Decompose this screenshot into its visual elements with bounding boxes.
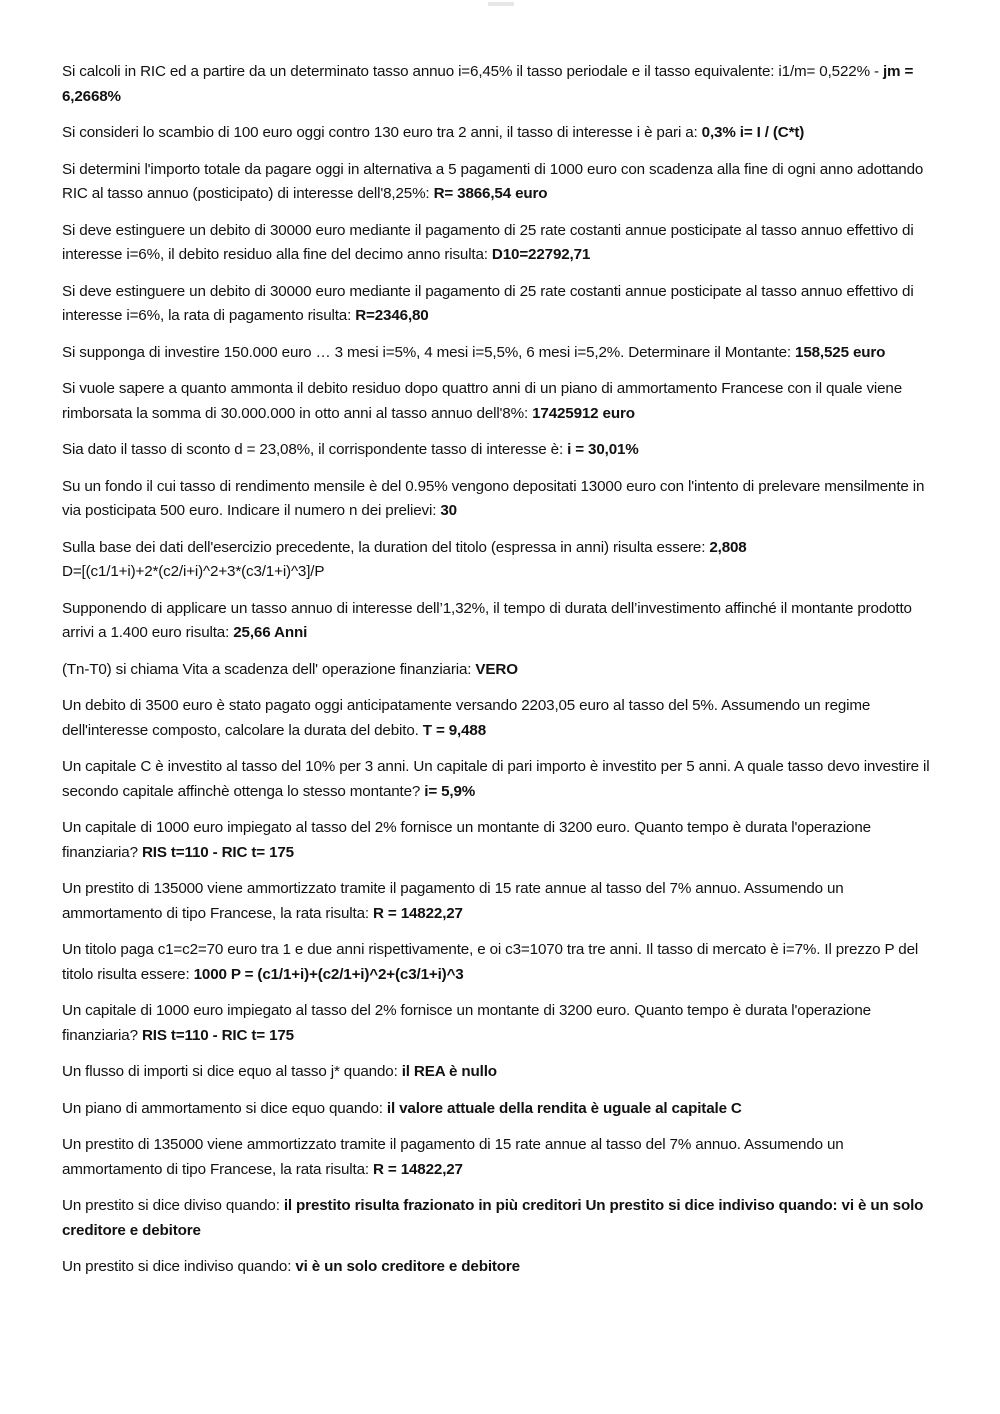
question-text: Si consideri lo scambio di 100 euro oggi contro 130 euro tra 2 anni, il tasso di interesse i è pari a: [62, 124, 702, 141]
answer-text: i = 30,01% [567, 441, 639, 458]
answer-text: 0,3% i= I / (C*t) [701, 124, 805, 141]
qa-item [62, 597, 942, 646]
question-text: Si deve estinguere un debito di 30000 euro mediante il pagamento di 25 rate costanti annue posticipate al tasso annuo effettivo di interesse i=6%, il debito residuo alla fine del decimo anno risulta: [62, 221, 914, 263]
question-text: Un prestito di 135000 viene ammortizzato tramite il pagamento di 15 rate annue al tasso del 7% annuo. Assumendo un ammortamento di tipo Francese, la rata risulta: [62, 1136, 844, 1178]
answer-text: 25,66 Anni [233, 624, 308, 641]
answer-text: R = 14822,27 [373, 1160, 463, 1178]
qa-item [62, 60, 942, 109]
document-page [62, 60, 942, 1292]
answer-text: VERO [475, 660, 518, 678]
qa-item [62, 475, 942, 524]
question-text: Un prestito si dice indiviso quando: [62, 1258, 296, 1275]
answer-text: il REA è nullo [401, 1063, 497, 1080]
question-text: Un piano di ammortamento si dice equo quando: [62, 1099, 387, 1117]
answer-text: R = 14822,27 [373, 904, 463, 922]
question-text: (Tn-T0) si chiama Vita a scadenza dell' operazione finanziaria: [62, 660, 476, 678]
answer-text: R=2346,80 [355, 307, 429, 324]
question-text: Si supponga di investire 150.000 euro … 3 mesi i=5%, 4 mesi i=5,5%, 6 mesi i=5,2%. Determinare il Montante: [62, 343, 796, 361]
qa-item [62, 1133, 942, 1182]
question-text: Sia dato il tasso di sconto d = 23,08%, il corrispondente tasso di interesse è: [62, 441, 568, 458]
answer-text: 17425912 euro [532, 404, 635, 422]
question-text: Un prestito si dice diviso quando: [62, 1197, 284, 1214]
question-text: Un capitale di 1000 euro impiegato al tasso del 2% fornisce un montante di 3200 euro. Quanto tempo è durata l'operazione finanziaria? [62, 819, 871, 861]
answer-text: vi è un solo creditore e debitore [295, 1258, 520, 1275]
question-text: Un flusso di importi si dice equo al tasso j* quando: [62, 1063, 402, 1080]
qa-item [62, 121, 942, 146]
qa-item [62, 877, 942, 926]
header-mark [488, 2, 514, 6]
qa-item [62, 1097, 942, 1122]
answer-text: R= 3866,54 euro [433, 185, 548, 202]
qa-item [62, 1255, 942, 1280]
qa-item [62, 658, 942, 683]
qa-item [62, 1194, 942, 1243]
question-text: Supponendo di applicare un tasso annuo di interesse dell’1,32%, il tempo di durata dell’investimento affinché il montante prodotto arrivi a 1.400 euro risulta: [62, 599, 912, 641]
question-text: Si determini l'importo totale da pagare oggi in alternativa a 5 pagamenti di 1000 euro con scadenza alla fine di ogni anno adottando RIC al tasso annuo (posticipato) di interesse dell'8,25%: [62, 160, 924, 202]
qa-item [62, 816, 942, 865]
answer-text: 30 [440, 502, 457, 519]
answer-text: 158,525 euro [795, 343, 886, 361]
question-text: Un debito di 3500 euro è stato pagato oggi anticipatamente versando 2203,05 euro al tasso del 5%. Assumendo un regime dell'interesse composto, calcolare la durata del debito. [62, 697, 871, 739]
question-text: Si vuole sapere a quanto ammonta il debito residuo dopo quattro anni di un piano di ammortamento Francese con il quale viene rimborsata la somma di 30.000.000 in otto anni al tasso annuo dell'8%: [62, 380, 903, 422]
qa-item [62, 219, 942, 268]
answer-text: D10=22792,71 [491, 246, 591, 263]
question-text: Un titolo paga c1=c2=70 euro tra 1 e due anni rispettivamente, e oi c3=1070 tra tre anni. Il tasso di mercato è i=7%. Il prezzo P del titolo risulta essere: [62, 941, 919, 983]
qa-item [62, 280, 942, 329]
qa-item [62, 158, 942, 207]
answer-text: 2,808 [709, 538, 747, 556]
question-text: Un prestito di 135000 viene ammortizzato tramite il pagamento di 15 rate annue al tasso del 7% annuo. Assumendo un ammortamento di tipo Francese, la rata risulta: [62, 880, 844, 922]
question-text: Sulla base dei dati dell'esercizio precedente, la duration del titolo (espressa in anni) risulta essere: [62, 538, 710, 556]
formula-text: D=[(c1/1+i)+2*(c2/i+i)^2+3*(c3/1+i)^3]/P [62, 563, 325, 580]
answer-text: RIS t=110 - RIC t= 175 [141, 843, 294, 861]
qa-item [62, 694, 942, 743]
qa-item [62, 438, 942, 463]
qa-item [62, 938, 942, 987]
answer-text: 1000 P = (c1/1+i)+(c2/1+i)^2+(c3/1+i)^3 [193, 965, 464, 983]
question-text: Su un fondo il cui tasso di rendimento mensile è del 0.95% vengono depositati 13000 euro con l'intento di prelevare mensilmente in via posticipata 500 euro. Indicare il numero n dei prelievi: [62, 477, 925, 519]
answer-text: il prestito risulta frazionato in più creditori Un prestito si dice indiviso quando: vi è un solo creditore e debitore [62, 1197, 924, 1239]
answer-text: il valore attuale della rendita è uguale al capitale C [386, 1099, 742, 1117]
qa-item [62, 536, 942, 585]
question-text: Un capitale di 1000 euro impiegato al tasso del 2% fornisce un montante di 3200 euro. Quanto tempo è durata l'operazione finanziaria? [62, 1002, 871, 1044]
answer-text: RIS t=110 - RIC t= 175 [141, 1026, 294, 1044]
qa-item [62, 755, 942, 804]
answer-text: i= 5,9% [424, 782, 476, 800]
answer-text: jm = 6,2668% [62, 63, 914, 105]
question-text: Si calcoli in RIC ed a partire da un determinato tasso annuo i=6,45% il tasso periodale e il tasso equivalente: i1/m= 0,522% - [62, 63, 883, 80]
qa-item [62, 999, 942, 1048]
question-text: Si deve estinguere un debito di 30000 euro mediante il pagamento di 25 rate costanti annue posticipate al tasso annuo effettivo di interesse i=6%, la rata di pagamento risulta: [62, 282, 914, 324]
answer-text: T = 9,488 [422, 721, 486, 739]
question-text: Un capitale C è investito al tasso del 10% per 3 anni. Un capitale di pari importo è investito per 5 anni. A quale tasso devo investire il secondo capitale affinchè ottenga lo stesso montante? [62, 758, 930, 800]
qa-item [62, 341, 942, 366]
qa-item [62, 1060, 942, 1085]
qa-item [62, 377, 942, 426]
